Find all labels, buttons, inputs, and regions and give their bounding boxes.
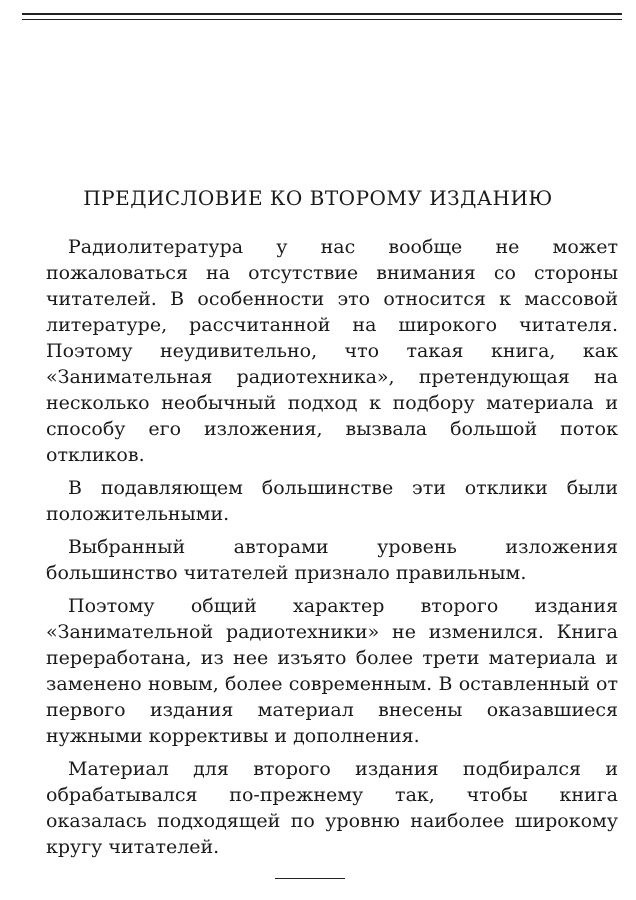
bottom-rule <box>275 878 345 879</box>
paragraph: В подавляющем большинстве эти отклики были положительными. <box>46 477 618 525</box>
top-rule-thick <box>22 13 622 15</box>
section-heading: ПРЕДИСЛОВИЕ КО ВТОРОМУ ИЗДАНИЮ <box>83 186 553 210</box>
paragraph: Поэтому общий характер второго издания «Занимательной радиотехники» не изменился. Книга переработана, из нее изъято более трети материала и заменено новым, более современным. В оставленный от первого издания материал внесены оказавшиеся нужными коррективы и дополнения. <box>46 595 618 747</box>
paragraph: Выбранный авторами уровень изложения большинство читателей признало правильным. <box>46 536 618 584</box>
body-text <box>46 234 618 867</box>
paragraph: Радиолитература у нас вообще не может пожаловаться на отсутствие внимания со стороны читателей. В особенности это относится к массовой литературе, рассчитанной на широкого читателя. Поэтому неудивительно, что такая книга, как «Занимательная радиотехника», претендующая на несколько необычный подход к подбору материала и способу его изложения, вызвала большой поток откликов. <box>46 236 618 466</box>
paragraph: Материал для второго издания подбирался и обрабатывался по-прежнему так, чтобы книга оказалась подходящей по уровню наиболее широкому кругу читателей. <box>46 758 618 858</box>
top-rule-thin <box>22 19 622 20</box>
